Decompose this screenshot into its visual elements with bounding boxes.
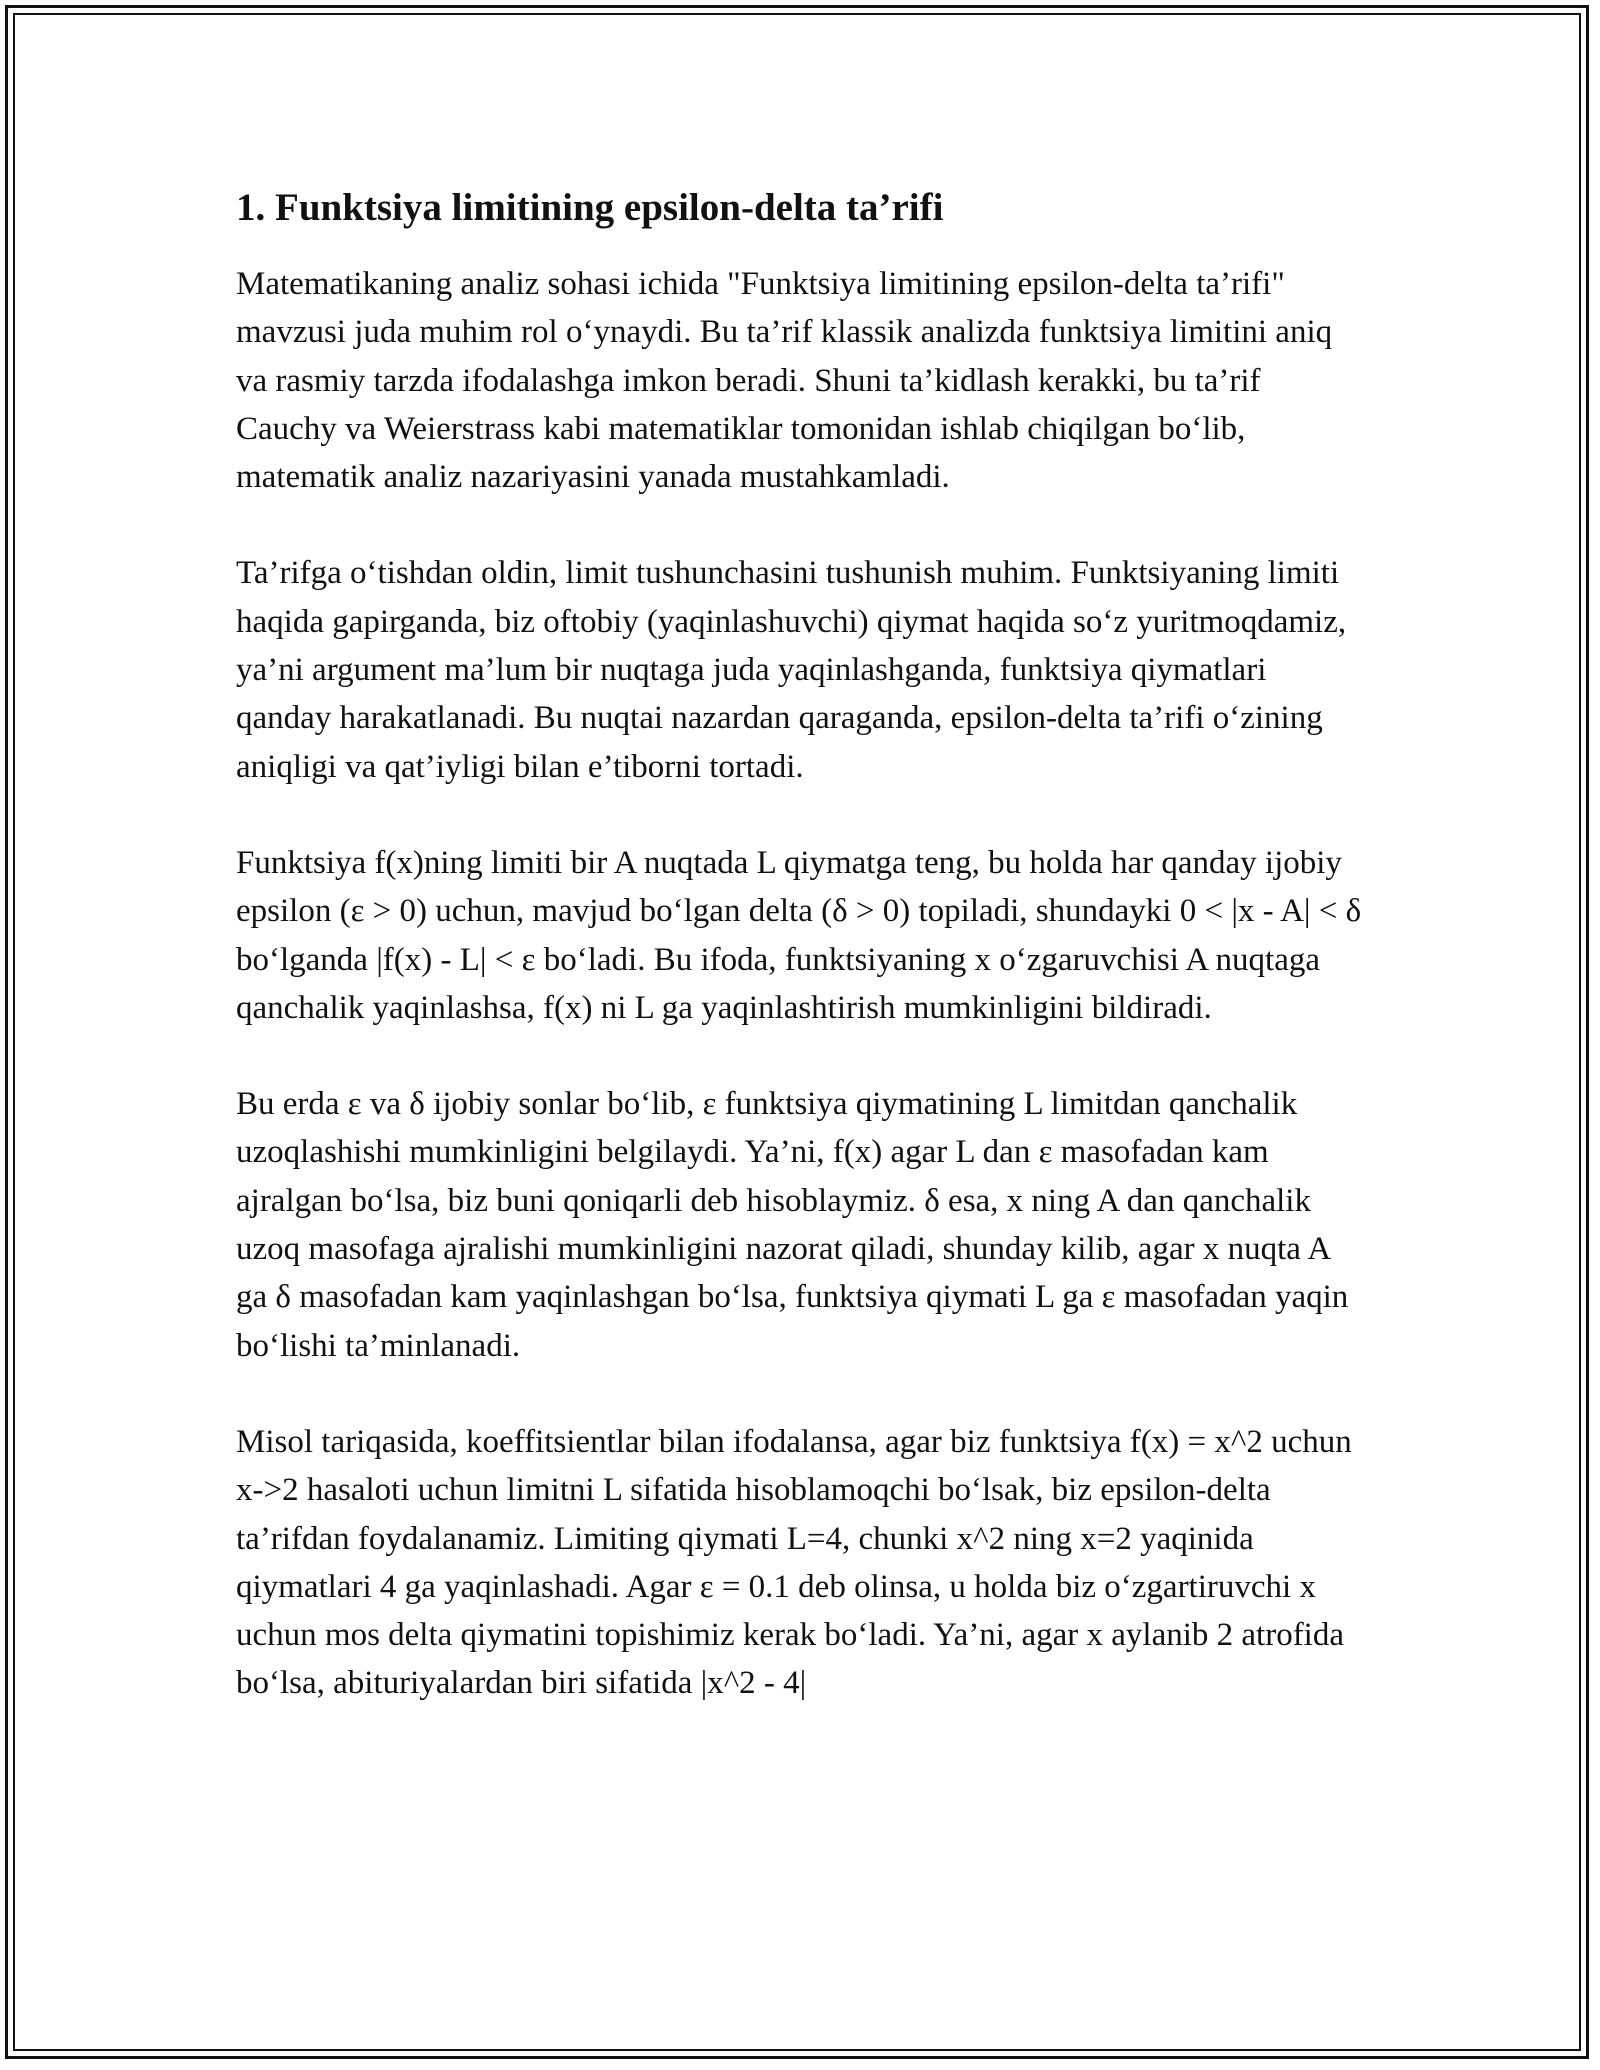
paragraph-limit-concept: Ta’rifga o‘tishdan oldin, limit tushunchasini tushunish muhim. Funktsiyaning limiti haqida gapirganda, biz oftobiy (yaqinlashuvchi) qiymat haqida so‘z yuritmoqdamiz, ya’ni argument ma’lum bir nuqtaga juda yaqinlashganda, funktsiya qiymatlari qanday harakatlanadi. Bu nuqtai nazardan qaraganda, epsilon-delta ta’rifi o‘zining aniqligi va qat’iyligi bilan e’tiborni tortadi. bbox=[236, 555, 1347, 785]
section-heading: 1. Funktsiya limitining epsilon-delta ta’rifi bbox=[236, 186, 944, 229]
paragraph-intro: Matematikaning analiz sohasi ichida "Funktsiya limitining epsilon-delta ta’rifi" mavzusi juda muhim rol o‘ynaydi. Bu ta’rif klassik analizda funktsiya limitini aniq va rasmiy tarzda ifodalashga imkon beradi. Shuni ta’kidlash kerakki, bu ta’rif Cauchy va Weierstrass kabi matematiklar tomonidan ishlab chiqilgan bo‘lib, matematik analiz nazariyasini yanada mustahkamladi. bbox=[236, 266, 1333, 496]
paragraph-definition: Funktsiya f(x)ning limiti bir A nuqtada L qiymatga teng, bu holda har qanday ijobiy epsilon (ε > 0) uchun, mavjud bo‘lgan delta (δ > 0) topiladi, shundayki 0 < |x - A| < δ bo‘lganda |f(x) - L| < ε bo‘ladi. Bu ifoda, funktsiyaning x o‘zgaruvchisi A nuqtaga qanchalik yaqinlashsa, f(x) ni L ga yaqinlashtirish mumkinligini bildiradi. bbox=[236, 844, 1362, 1026]
paragraph-epsilon-delta: Bu erda ε va δ ijobiy sonlar bo‘lib, ε funktsiya qiymatining L limitdan qanchalik uzoqlashishi mumkinligini belgilaydi. Ya’ni, f(x) agar L dan ε masofadan kam ajralgan bo‘lsa, biz buni qoniqarli deb hisoblaymiz. δ esa, x ning A dan qanchalik uzoq masofaga ajralishi mumkinligini nazorat qiladi, shunday kilib, agar x nuqta A ga δ masofadan kam yaqinlashgan bo‘lsa, funktsiya qiymati L ga ε masofadan yaqin bo‘lishi ta’minlanadi. bbox=[236, 1086, 1349, 1364]
document-body bbox=[236, 182, 1366, 1756]
paragraph-example: Misol tariqasida, koeffitsientlar bilan ifodalansa, agar biz funktsiya f(x) = x^2 uchun x->2 hasaloti uchun limitni L sifatida hisoblamoqchi bo‘lsak, biz epsilon-delta ta’rifdan foydalanamiz. Limiting qiymati L=4, chunki x^2 ning x=2 yaqinida qiymatlari 4 ga yaqinlashadi. Agar ε = 0.1 deb olinsa, u holda biz o‘zgartiruvchi x uchun mos delta qiymatini topishimiz kerak bo‘ladi. Ya’ni, agar x aylanib 2 atrofida bo‘lsa, abituriyalardan biri sifatida |x^2 - 4| bbox=[236, 1423, 1352, 1702]
